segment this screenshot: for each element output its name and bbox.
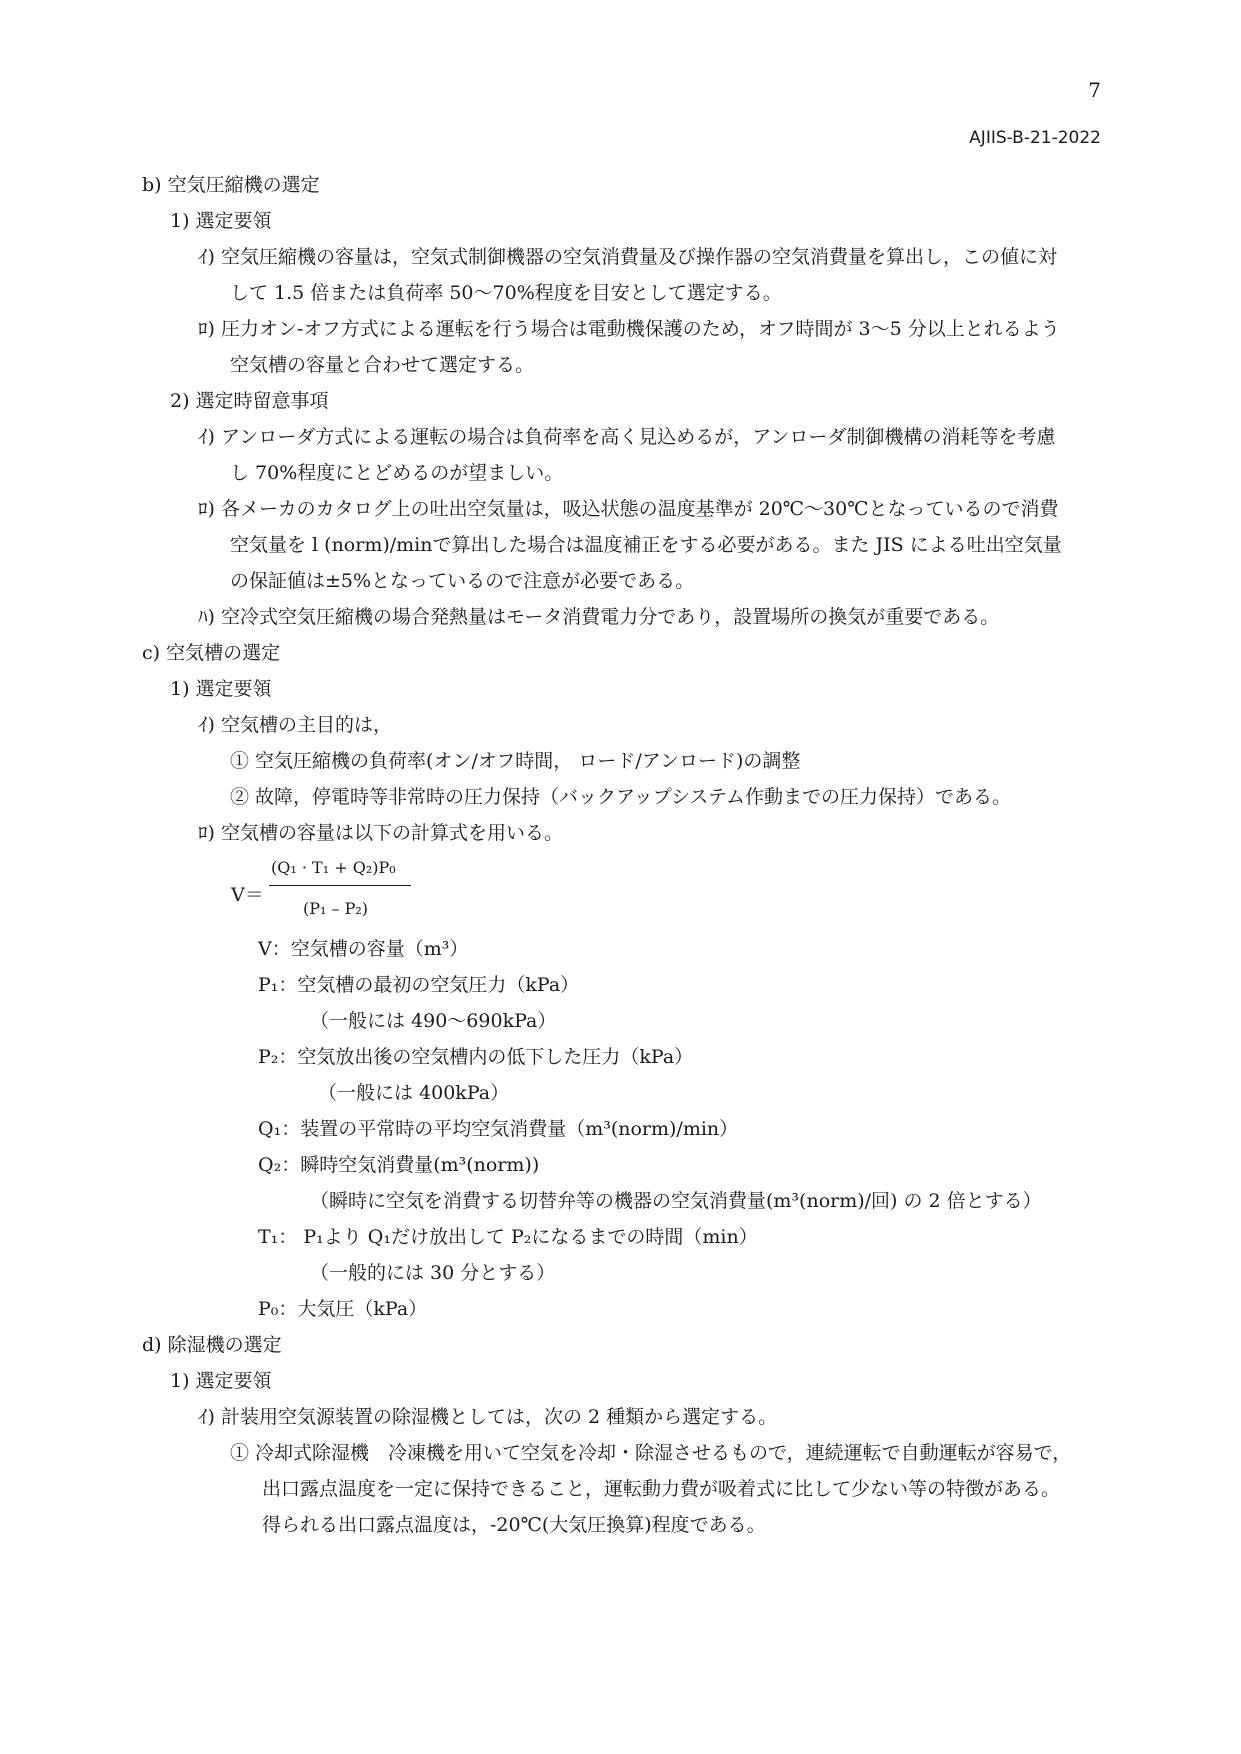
paragraph-line: ｲ) 計装用空気源装置の除湿機としては，次の 2 種類から選定する。 <box>198 1406 778 1428</box>
variable-definition: Q₁：装置の平常時の平均空気消費量（m³(norm)/min） <box>258 1118 739 1140</box>
paragraph-line: の保証値は±5%となっているので注意が必要である。 <box>230 570 695 592</box>
paragraph-line: ﾛ) 空気槽の容量は以下の計算式を用いる。 <box>198 822 563 844</box>
variable-definition: P₂：空気放出後の空気槽内の低下した圧力（kPa） <box>258 1046 694 1068</box>
fraction-bar <box>269 885 411 886</box>
section-heading-d: d) 除湿機の選定 <box>142 1334 282 1356</box>
variable-note: （一般には 490〜690kPa） <box>310 1010 557 1032</box>
paragraph-line: ｲ) アンローダ方式による運転の場合は負荷率を高く見込めるが，アンローダ制御機構の消耗等を考慮 <box>198 426 1056 448</box>
variable-definition: P₁：空気槽の最初の空気圧力（kPa） <box>258 974 580 996</box>
subheading: 1) 選定要領 <box>170 678 272 700</box>
list-item: ① 冷却式除湿機 冷凍機を用いて空気を冷却・除湿させるもので，連続運転で自動運転が容易で， <box>230 1442 1072 1464</box>
list-item: ② 故障，停電時等非常時の圧力保持（バックアップシステム作動までの圧力保持）である。 <box>230 786 1012 808</box>
variable-definition: Q₂：瞬時空気消費量(m³(norm)) <box>258 1154 540 1176</box>
variable-definition: T₁： P₁より Q₁だけ放出して P₂になるまでの時間（min） <box>258 1226 758 1248</box>
paragraph-line: 得られる出口露点温度は，-20℃(大気圧換算)程度である。 <box>262 1514 766 1536</box>
page-number: 7 <box>1088 78 1101 102</box>
paragraph-line: 出口露点温度を一定に保持できること，運転動力費が吸着式に比して少ない等の特徴がある。 <box>262 1478 1061 1500</box>
subheading: 1) 選定要領 <box>170 210 272 232</box>
paragraph-line: ｲ) 空気圧縮機の容量は，空気式制御機器の空気消費量及び操作器の空気消費量を算出し，この値に対 <box>198 246 1057 268</box>
paragraph-line: ｲ) 空気槽の主目的は， <box>198 714 392 736</box>
subheading: 1) 選定要領 <box>170 1370 272 1392</box>
formula-lhs: V＝ <box>231 884 264 906</box>
paragraph-line: し 70%程度にとどめるのが望ましい。 <box>230 462 564 484</box>
formula <box>231 858 431 928</box>
document-code: AJIIS-B-21-2022 <box>969 128 1101 148</box>
variable-definition: V：空気槽の容量（m³） <box>258 938 469 960</box>
variable-definition: P₀：大気圧（kPa） <box>258 1298 428 1320</box>
list-item: ① 空気圧縮機の負荷率(オン/オフ時間， ロード/アンロード)の調整 <box>230 750 801 772</box>
section-heading-b: b) 空気圧縮機の選定 <box>142 174 320 196</box>
paragraph-line: して 1.5 倍または負荷率 50〜70%程度を目安として選定する。 <box>230 282 782 304</box>
variable-note: （瞬時に空気を消費する切替弁等の機器の空気消費量(m³(norm)/回) の 2 倍とする） <box>310 1190 1042 1212</box>
variable-note: （一般的には 30 分とする） <box>310 1262 556 1284</box>
subheading: 2) 選定時留意事項 <box>170 390 329 412</box>
paragraph-line: ﾛ) 圧力オン-オフ方式による運転を行う場合は電動機保護のため，オフ時間が 3〜5 分以上とれるよう <box>198 318 1060 340</box>
paragraph-line: 空気槽の容量と合わせて選定する。 <box>230 354 535 376</box>
paragraph-line: ﾊ) 空冷式空気圧縮機の場合発熱量はモータ消費電力分であり，設置場所の換気が重要である。 <box>198 606 1000 628</box>
section-heading-c: c) 空気槽の選定 <box>142 642 281 664</box>
formula-denominator: (P₁ – P₂) <box>303 899 369 918</box>
paragraph-line: 空気量を l (norm)/minで算出した場合は温度補正をする必要がある。また JIS による吐出空気量 <box>230 534 1062 556</box>
variable-note: （一般には 400kPa） <box>318 1082 510 1104</box>
paragraph-line: ﾛ) 各メーカのカタログ上の吐出空気量は，吸込状態の温度基準が 20℃〜30℃となっているので消費 <box>198 498 1059 520</box>
formula-numerator: (Q₁ · T₁ + Q₂)P₀ <box>271 858 396 877</box>
